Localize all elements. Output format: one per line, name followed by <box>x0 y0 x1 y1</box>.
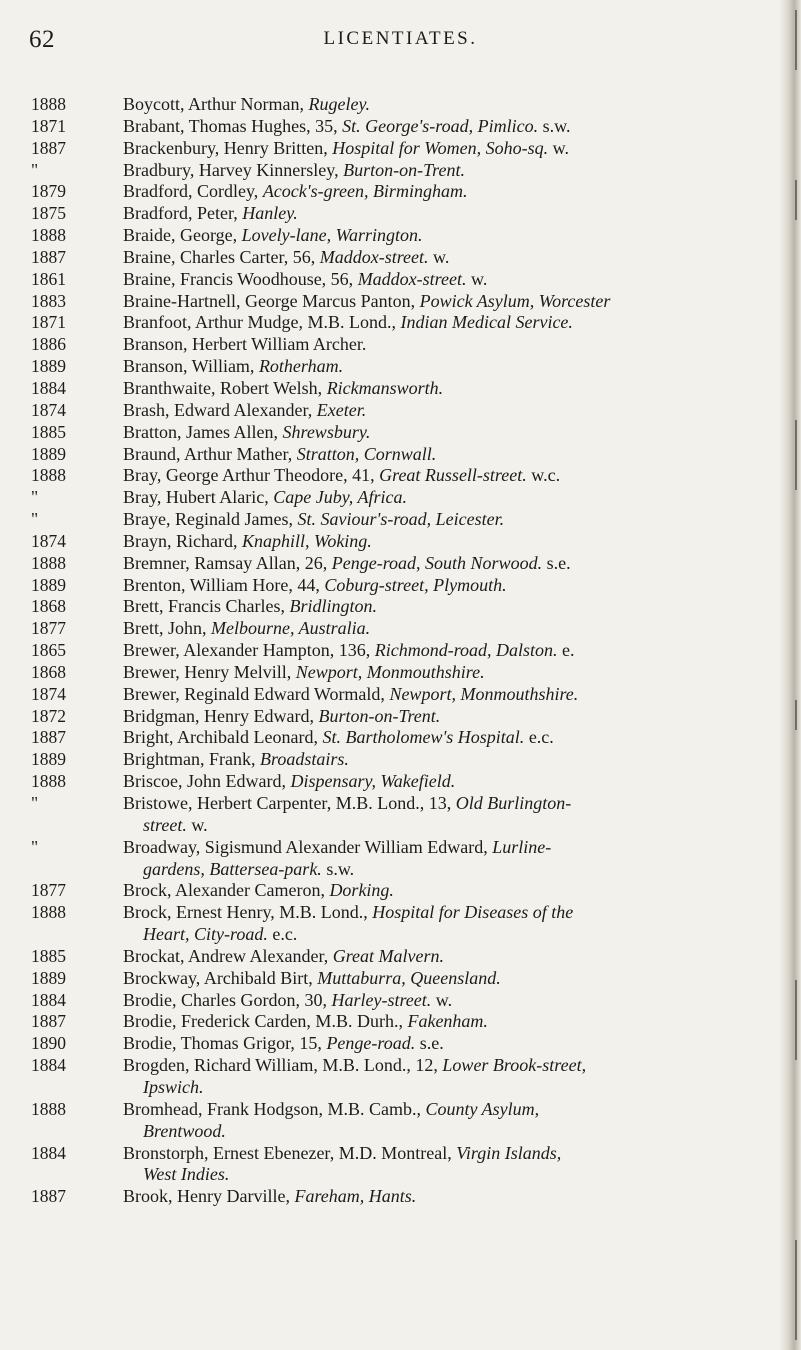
entry-continuation <box>123 1121 784 1143</box>
entry-name: Bray, George Arthur Theodore, 41, <box>123 465 380 486</box>
entry-text <box>123 465 790 487</box>
edge-mark <box>795 700 797 730</box>
entry-text <box>123 946 790 968</box>
entry-name: Broadway, Sigismund Alexander William Edward, <box>123 836 493 857</box>
entry-year: 1874 <box>31 399 66 420</box>
entry-name: Braund, Arthur Mather, <box>123 443 297 464</box>
entry-place: St. George's-road, Pimlico. <box>342 115 539 136</box>
entry-text <box>123 138 790 160</box>
entry-row <box>0 618 790 640</box>
entry-row <box>0 181 790 203</box>
entry-text <box>123 160 790 182</box>
entry-year: 1887 <box>31 1011 66 1032</box>
entry-text <box>123 990 790 1012</box>
entry-name: Branthwaite, Robert Welsh, <box>123 377 327 398</box>
entry-row <box>0 422 790 444</box>
entry-row <box>0 706 790 728</box>
entry-year: 1874 <box>31 683 66 704</box>
entry-row <box>0 596 790 618</box>
entry-row <box>0 968 790 990</box>
entry-text <box>123 312 790 334</box>
entry-place: Indian Medical Service. <box>400 312 573 333</box>
entry-row <box>0 640 790 662</box>
entry-place: Harley-street. <box>331 989 432 1010</box>
entry-name: Bristowe, Herbert Carpenter, M.B. Lond., 13, <box>123 793 456 813</box>
entry-year: 1887 <box>31 727 66 748</box>
entry-place: Burton-on-Trent. <box>343 159 465 180</box>
entry-text <box>123 727 790 749</box>
entry-row <box>0 880 790 902</box>
entry-text <box>123 400 790 422</box>
entry-text <box>123 356 790 378</box>
entry-year: 1884 <box>31 989 66 1010</box>
entry-name: Bradbury, Harvey Kinnersley, <box>123 159 344 180</box>
entry-place: Rickmansworth. <box>326 377 444 398</box>
entry-row <box>0 400 790 422</box>
entry-year: 1888 <box>31 1098 66 1119</box>
entry-name: Brett, John, <box>123 618 211 639</box>
entry-year: 1884 <box>31 1055 66 1076</box>
entry-place: West Indies. <box>143 1164 230 1185</box>
entry-name: Brabant, Thomas Hughes, 35, <box>123 115 343 136</box>
entry-place: Coburg-street, Plymouth. <box>324 574 507 595</box>
entry-place: street. <box>143 814 187 835</box>
entry-district: w. <box>466 268 488 289</box>
entry-text <box>123 203 790 225</box>
entry-name: Braine, Francis Woodhouse, 56, <box>123 268 358 289</box>
entry-row <box>0 771 790 793</box>
entry-name: Braye, Reginald James, <box>123 509 298 530</box>
entry-year: " <box>31 836 39 857</box>
entry-row <box>0 138 790 160</box>
entry-year: " <box>31 159 39 180</box>
entry-text <box>123 596 790 618</box>
entry-place: Lovely-lane, Warrington. <box>241 225 423 246</box>
entry-text <box>123 1186 790 1208</box>
entry-year: 1888 <box>31 902 66 923</box>
entry-text <box>123 487 790 509</box>
entry-text <box>123 837 790 881</box>
entry-place: Knaphill, Woking. <box>241 530 372 551</box>
entry-name: Brett, Francis Charles, <box>123 596 290 617</box>
entry-place: Fareham, Hants. <box>294 1186 417 1207</box>
entry-name: Brockat, Andrew Alexander, <box>123 945 333 966</box>
entry-row <box>0 203 790 225</box>
entry-place: Lower Brook-street, <box>442 1055 587 1076</box>
entry-row <box>0 1033 790 1055</box>
entry-name: Bradford, Cordley, <box>123 181 263 202</box>
entry-year: 1888 <box>31 225 66 246</box>
entry-place: Newport, Monmouthshire. <box>389 683 579 704</box>
entry-name: Bridgman, Henry Edward, <box>123 705 319 726</box>
entry-place: Great Russell-street. <box>379 465 527 486</box>
entry-name: Brayn, Richard, <box>123 530 242 551</box>
entry-place: Penge-road. <box>326 1033 416 1054</box>
entry-year: 1888 <box>31 771 66 792</box>
entry-district: w. <box>186 814 208 835</box>
entry-year: 1885 <box>31 421 66 442</box>
entry-text <box>123 269 790 291</box>
entry-place: Maddox-street. <box>319 246 429 267</box>
entry-place: Stratton, Cornwall. <box>296 443 437 464</box>
entry-row <box>0 684 790 706</box>
entry-name: Brock, Alexander Cameron, <box>123 880 330 901</box>
entry-row <box>0 1011 790 1033</box>
entry-text <box>123 378 790 400</box>
entry-name: Brewer, Henry Melvill, <box>123 661 296 682</box>
entry-place: gardens, Battersea-park. <box>143 858 322 879</box>
entry-year: 1875 <box>31 203 66 224</box>
entry-year: 1889 <box>31 967 66 988</box>
entry-continuation <box>123 1077 784 1099</box>
entry-year: 1872 <box>31 705 66 726</box>
entry-name: Boycott, Arthur Norman, <box>123 94 309 114</box>
entry-year: 1883 <box>31 290 66 311</box>
entry-text <box>123 1099 790 1143</box>
entry-place: Dorking. <box>329 880 394 901</box>
entry-place: Cape Juby, Africa. <box>273 487 407 508</box>
entry-row <box>0 116 790 138</box>
entry-name: Brewer, Reginald Edward Wormald, <box>123 683 390 704</box>
entry-row <box>0 837 790 881</box>
entry-name: Brodie, Charles Gordon, 30, <box>123 989 332 1010</box>
entry-row <box>0 749 790 771</box>
entry-name: Bromhead, Frank Hodgson, M.B. Camb., <box>123 1098 426 1119</box>
entry-row <box>0 662 790 684</box>
entry-year: 1884 <box>31 377 66 398</box>
entry-place: Muttaburra, Queensland. <box>317 967 501 988</box>
entry-year: 1888 <box>31 552 66 573</box>
entry-year: " <box>31 487 39 508</box>
entry-text <box>123 1033 790 1055</box>
entry-district: w. <box>428 246 450 267</box>
entry-continuation <box>123 815 784 837</box>
entry-place: County Asylum, <box>425 1098 540 1119</box>
entry-year: 1890 <box>31 1033 66 1054</box>
entry-district: e.c. <box>267 924 298 945</box>
entry-row <box>0 291 790 313</box>
entry-name: Branfoot, Arthur Mudge, M.B. Lond., <box>123 312 401 333</box>
entry-name: Bratton, James Allen, <box>123 421 283 442</box>
entry-row <box>0 1099 790 1143</box>
entry-text <box>123 902 790 946</box>
entry-year: 1865 <box>31 640 66 661</box>
edge-mark <box>795 420 797 490</box>
entry-row <box>0 225 790 247</box>
entry-place: Rugeley. <box>308 94 370 114</box>
entry-text <box>123 1011 790 1033</box>
entry-year: 1887 <box>31 246 66 267</box>
entry-district: w.c. <box>526 465 561 486</box>
edge-mark <box>795 180 797 220</box>
entry-name: Bremner, Ramsay Allan, 26, <box>123 552 332 573</box>
entry-year: " <box>31 509 39 530</box>
entry-text <box>123 116 790 138</box>
entry-year: 1871 <box>31 115 66 136</box>
entry-district: s.e. <box>542 552 571 573</box>
entry-text <box>123 553 790 575</box>
entry-row <box>0 793 790 837</box>
entry-text <box>123 247 790 269</box>
entry-place: Dispensary, Wakefield. <box>290 771 456 792</box>
entry-year: 1887 <box>31 1186 66 1207</box>
entry-row <box>0 94 790 116</box>
entry-year: 1886 <box>31 334 66 355</box>
entry-text <box>123 771 790 793</box>
entry-row <box>0 1186 790 1208</box>
entry-place: Hospital for Diseases of the <box>372 902 574 923</box>
entry-name: Brook, Henry Darville, <box>123 1186 295 1207</box>
entry-place: St. Bartholomew's Hospital. <box>322 727 525 748</box>
entry-continuation <box>123 924 784 946</box>
entry-year: 1861 <box>31 268 66 289</box>
entry-year: 1889 <box>31 574 66 595</box>
entry-year: " <box>31 793 39 813</box>
edge-mark <box>795 980 797 1060</box>
entry-name: Bright, Archibald Leonard, <box>123 727 323 748</box>
entry-year: 1877 <box>31 618 66 639</box>
entry-place: Rotherham. <box>258 356 344 377</box>
entry-name: Braine, Charles Carter, 56, <box>123 246 320 267</box>
entry-name: Bronstorph, Ernest Ebenezer, M.D. Montreal, <box>123 1142 457 1163</box>
entry-place: Old Burlington- <box>455 793 572 813</box>
entry-name: Branson, Herbert William Archer. <box>123 334 367 355</box>
entry-text <box>123 422 790 444</box>
entry-district: s.w. <box>321 858 355 879</box>
edge-mark <box>795 1240 797 1340</box>
entry-place: Brentwood. <box>143 1120 226 1141</box>
entry-row <box>0 575 790 597</box>
entry-place: Richmond-road, Dalston. <box>374 640 558 661</box>
entry-place: Great Malvern. <box>332 945 445 966</box>
entry-place: Fakenham. <box>407 1011 488 1032</box>
entry-row <box>0 727 790 749</box>
entry-name: Briscoe, John Edward, <box>123 771 291 792</box>
entry-row <box>0 160 790 182</box>
entry-row <box>0 312 790 334</box>
entry-text <box>123 444 790 466</box>
entry-text <box>123 793 790 837</box>
entry-row <box>0 509 790 531</box>
entry-year: 1888 <box>31 94 66 114</box>
entry-year: 1889 <box>31 356 66 377</box>
entry-name: Brock, Ernest Henry, M.B. Lond., <box>123 902 373 923</box>
page-edge <box>779 0 801 1350</box>
entry-place: Penge-road, South Norwood. <box>331 552 543 573</box>
entry-row <box>0 334 790 356</box>
entry-place: Burton-on-Trent. <box>318 705 441 726</box>
entry-row <box>0 946 790 968</box>
entry-row <box>0 487 790 509</box>
entry-year: 1885 <box>31 945 66 966</box>
entry-year: 1877 <box>31 880 66 901</box>
entry-text <box>123 684 790 706</box>
entry-row <box>0 1055 790 1099</box>
entry-text <box>123 531 790 553</box>
entry-text <box>123 880 790 902</box>
entry-name: Braide, George, <box>123 225 242 246</box>
entry-text <box>123 94 790 116</box>
entry-text <box>123 968 790 990</box>
entry-place: Maddox-street. <box>357 268 467 289</box>
entry-year: 1889 <box>31 443 66 464</box>
entry-name: Brockway, Archibald Birt, <box>123 967 318 988</box>
entry-continuation <box>123 859 784 881</box>
entry-place: St. Saviour's-road, Leicester. <box>297 509 505 530</box>
entry-name: Bradford, Peter, <box>123 203 243 224</box>
entry-year: 1868 <box>31 661 66 682</box>
entry-row <box>0 990 790 1012</box>
entry-text <box>123 1143 790 1187</box>
entry-text <box>123 509 790 531</box>
entry-place: Bridlington. <box>289 596 377 617</box>
entry-name: Brogden, Richard William, M.B. Lond., 12, <box>123 1055 443 1076</box>
entry-place: Hospital for Women, Soho-sq. <box>332 137 549 158</box>
entry-text <box>123 706 790 728</box>
entry-district: w. <box>431 989 453 1010</box>
entry-name: Brodie, Frederick Carden, M.B. Durh., <box>123 1011 408 1032</box>
entry-name: Braine-Hartnell, George Marcus Panton, <box>123 290 420 311</box>
entry-text <box>123 225 790 247</box>
entry-year: 1888 <box>31 465 66 486</box>
entry-row <box>0 269 790 291</box>
entry-text <box>123 662 790 684</box>
entry-row <box>0 531 790 553</box>
licentiate-list <box>0 94 790 1208</box>
entry-place: Powick Asylum, Worcester <box>419 290 611 311</box>
entry-place: Hanley. <box>242 203 298 224</box>
entry-text <box>123 1055 790 1099</box>
entry-row <box>0 1143 790 1187</box>
entry-name: Brightman, Frank, <box>123 749 260 770</box>
entry-row <box>0 247 790 269</box>
entry-place: Virgin Islands, <box>456 1142 562 1163</box>
entry-place: Shrewsbury. <box>282 421 371 442</box>
entry-name: Brenton, William Hore, 44, <box>123 574 325 595</box>
entry-place: Lurline- <box>492 836 552 857</box>
page-header <box>0 26 801 60</box>
entry-district: e.c. <box>524 727 554 748</box>
entry-name: Brewer, Alexander Hampton, 136, <box>123 640 375 661</box>
page-number: 62 <box>29 26 55 53</box>
entry-row <box>0 356 790 378</box>
entry-row <box>0 444 790 466</box>
entry-place: Melbourne, Australia. <box>211 618 371 639</box>
entry-text <box>123 640 790 662</box>
entry-row <box>0 553 790 575</box>
entry-name: Bray, Hubert Alaric, <box>123 487 274 508</box>
entry-text <box>123 334 790 356</box>
entry-place: Exeter. <box>316 399 367 420</box>
entry-year: 1874 <box>31 530 66 551</box>
entry-text <box>123 291 790 313</box>
entry-text <box>123 749 790 771</box>
entry-name: Brash, Edward Alexander, <box>123 399 317 420</box>
entry-year: 1889 <box>31 749 66 770</box>
entry-row <box>0 902 790 946</box>
entry-name: Brodie, Thomas Grigor, 15, <box>123 1033 327 1054</box>
entry-year: 1884 <box>31 1142 66 1163</box>
edge-mark <box>795 10 797 70</box>
entry-text <box>123 181 790 203</box>
entry-year: 1887 <box>31 137 66 158</box>
entry-row <box>0 465 790 487</box>
entry-district: e. <box>557 640 575 661</box>
entry-place: Ipswich. <box>143 1076 204 1097</box>
entry-place: Broadstairs. <box>260 749 349 770</box>
entry-text <box>123 618 790 640</box>
page-title: LICENTIATES. <box>323 28 478 49</box>
entry-name: Brackenbury, Henry Britten, <box>123 137 333 158</box>
entry-row <box>0 378 790 400</box>
entry-year: 1871 <box>31 312 66 333</box>
entry-continuation <box>123 1164 784 1186</box>
entry-year: 1879 <box>31 181 66 202</box>
entry-district: w. <box>548 137 569 158</box>
entry-name: Branson, William, <box>123 356 259 377</box>
entry-place: Heart, City-road. <box>143 924 268 945</box>
entry-text <box>123 575 790 597</box>
entry-year: 1868 <box>31 596 66 617</box>
entry-district: s.e. <box>415 1033 444 1054</box>
entry-place: Newport, Monmouthshire. <box>295 661 485 682</box>
entry-district: s.w. <box>538 115 571 136</box>
entry-place: Acock's-green, Birmingham. <box>262 181 468 202</box>
